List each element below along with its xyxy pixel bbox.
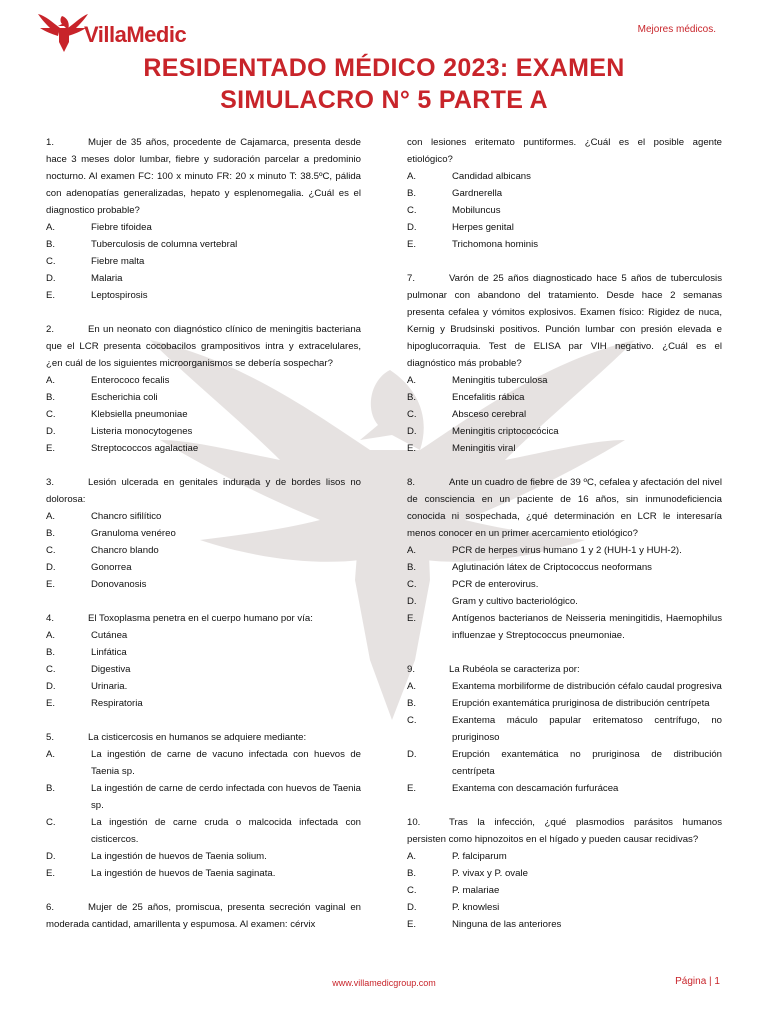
question-block xyxy=(46,474,361,593)
question-text: La cisticercosis en humanos se adquiere mediante: xyxy=(88,732,307,743)
answer-option xyxy=(46,542,361,559)
question-text: Mujer de 25 años, promiscua, presenta secreción vaginal en moderada cantidad, amarillenta y espumosa. Al examen: cérvix xyxy=(46,902,361,930)
answer-option xyxy=(407,882,722,899)
option-text: La ingestión de huevos de Taenia solium. xyxy=(91,851,267,862)
answer-option xyxy=(407,746,722,780)
tagline: Mejores médicos. xyxy=(637,24,716,35)
option-text: Meningitis tuberculosa xyxy=(452,375,548,386)
option-letter: A. xyxy=(46,749,56,760)
answer-option xyxy=(407,219,722,236)
option-letter: D. xyxy=(46,681,56,692)
option-text: Chancro blando xyxy=(91,545,159,556)
option-letter: E. xyxy=(407,239,417,250)
answer-option xyxy=(46,525,361,542)
question-block xyxy=(46,134,361,304)
question-number: 1. xyxy=(46,137,55,148)
answer-option xyxy=(46,848,361,865)
option-text: Erupción exantemática pruriginosa de distribución centrípeta xyxy=(452,698,710,709)
question-number: 2. xyxy=(46,324,55,335)
question-number: 3. xyxy=(46,477,55,488)
question-block xyxy=(46,899,361,933)
option-letter: B. xyxy=(46,392,56,403)
option-text: Klebsiella pneumoniae xyxy=(91,409,188,420)
option-text: La ingestión de huevos de Taenia saginata. xyxy=(91,868,276,879)
answer-option xyxy=(46,253,361,270)
answer-option xyxy=(407,695,722,712)
option-text: La ingestión de carne de cerdo infectada con huevos de Taenia sp. xyxy=(91,783,361,811)
option-letter: B. xyxy=(407,562,417,573)
answer-option xyxy=(407,236,722,253)
answer-option xyxy=(46,559,361,576)
option-letter: E. xyxy=(46,290,56,301)
option-text: Enterococo fecalis xyxy=(91,375,170,386)
option-letter: B. xyxy=(46,528,56,539)
option-text: Mobiluncus xyxy=(452,205,501,216)
answer-option xyxy=(407,372,722,389)
question-stem xyxy=(46,610,361,627)
right-column xyxy=(407,134,722,950)
answer-option xyxy=(407,440,722,457)
option-letter: D. xyxy=(46,851,56,862)
option-letter: D. xyxy=(407,749,417,760)
question-text: La Rubéola se caracteriza por: xyxy=(449,664,580,675)
option-letter: D. xyxy=(407,596,417,607)
option-letter: E. xyxy=(407,783,417,794)
option-text: P. malariae xyxy=(452,885,500,896)
question-block xyxy=(46,321,361,457)
option-text: Cutánea xyxy=(91,630,128,641)
option-letter: E. xyxy=(46,868,56,879)
answer-option xyxy=(46,423,361,440)
question-stem xyxy=(407,814,722,848)
option-text: Gonorrea xyxy=(91,562,132,573)
option-text: Exantema máculo papular eritematoso centrífugo, no pruriginoso xyxy=(452,715,722,743)
option-text: La ingestión de carne cruda o malcocida infectada con cisticercos. xyxy=(91,817,361,845)
option-text: Tuberculosis de columna vertebral xyxy=(91,239,238,250)
option-text: Exantema morbiliforme de distribución céfalo caudal progresiva xyxy=(452,681,722,692)
option-text: Streptococcos agalactiae xyxy=(91,443,199,454)
option-letter: A. xyxy=(407,545,417,556)
answer-option xyxy=(46,219,361,236)
option-text: PCR de enterovirus. xyxy=(452,579,539,590)
question-block xyxy=(46,610,361,712)
answer-option xyxy=(407,576,722,593)
option-text: Ninguna de las anteriores xyxy=(452,919,562,930)
question-stem xyxy=(46,474,361,508)
answer-option xyxy=(46,440,361,457)
option-text: Gram y cultivo bacteriológico. xyxy=(452,596,578,607)
answer-option xyxy=(46,508,361,525)
option-text: La ingestión de carne de vacuno infectada con huevos de Taenia sp. xyxy=(91,749,361,777)
answer-option xyxy=(46,695,361,712)
question-text: con lesiones eritemato puntiformes. ¿Cuál es el posible agente etiológico? xyxy=(407,137,722,165)
option-letter: D. xyxy=(46,273,56,284)
answer-option xyxy=(46,406,361,423)
option-letter: A. xyxy=(46,630,56,641)
title-line-1: RESIDENTADO MÉDICO 2023: EXAMEN xyxy=(143,54,625,82)
question-text: Varón de 25 años diagnosticado hace 5 años de tuberculosis pulmonar con abandono del tratamiento. Desde hace 2 semanas presenta cefalea y vómitos explosivos. Examen físico: Rigidez de nuca, Kernig y Brudsinski positivos. Punción lumbar con presión elevada e hipoglucorraquia. Test de ELISA par VIH negativo. ¿Cuál es el diagnóstico más probable? xyxy=(407,273,722,369)
option-letter: C. xyxy=(407,885,417,896)
option-text: Meningitis viral xyxy=(452,443,516,454)
option-text: Absceso cerebral xyxy=(452,409,527,420)
answer-option xyxy=(407,559,722,576)
question-number: 10. xyxy=(407,817,421,828)
answer-option xyxy=(407,848,722,865)
option-letter: C. xyxy=(46,664,56,675)
question-text: El Toxoplasma penetra en el cuerpo humano por vía: xyxy=(88,613,313,624)
question-block xyxy=(407,134,722,253)
option-letter: B. xyxy=(46,239,56,250)
option-letter: C. xyxy=(46,409,56,420)
option-letter: B. xyxy=(407,868,417,879)
option-text: Erupción exantemática no pruriginosa de distribución centrípeta xyxy=(452,749,722,777)
option-letter: C. xyxy=(46,817,56,828)
question-stem xyxy=(46,899,361,933)
option-text: Chancro sifilítico xyxy=(91,511,162,522)
answer-option xyxy=(46,661,361,678)
question-stem xyxy=(46,729,361,746)
answer-option xyxy=(46,746,361,780)
answer-option xyxy=(46,576,361,593)
answer-option xyxy=(46,814,361,848)
question-stem xyxy=(407,474,722,542)
answer-option xyxy=(46,865,361,882)
option-text: Leptospirosis xyxy=(91,290,148,301)
question-block xyxy=(407,270,722,457)
answer-option xyxy=(46,236,361,253)
question-number: 7. xyxy=(407,273,416,284)
question-stem xyxy=(407,134,722,168)
option-letter: B. xyxy=(407,698,417,709)
answer-option xyxy=(46,372,361,389)
question-text: Mujer de 35 años, procedente de Cajamarca, presenta desde hace 3 meses dolor lumbar, fiebre y sudoración parcelar a predominio nocturno. Al examen FC: 100 x minuto FR: 20 x minuto T: 38.5ºC, pálida con adenopatías generalizadas, hepato y esplenomegalia. ¿Cuál es el diagnostico probable? xyxy=(46,137,361,216)
option-letter: D. xyxy=(407,902,417,913)
answer-option xyxy=(46,270,361,287)
question-block xyxy=(407,814,722,933)
question-number: 6. xyxy=(46,902,55,913)
option-text: Linfática xyxy=(91,647,127,658)
question-text: Tras la infección, ¿qué plasmodios parásitos humanos persisten como hipnozoitos en el hígado y pueden causar recidivas? xyxy=(407,817,722,845)
answer-option xyxy=(407,389,722,406)
option-text: Malaria xyxy=(91,273,123,284)
option-letter: A. xyxy=(407,171,417,182)
option-letter: D. xyxy=(407,222,417,233)
option-text: Escherichia coli xyxy=(91,392,158,403)
option-text: Listeria monocytogenes xyxy=(91,426,193,437)
option-text: Fiebre tifoidea xyxy=(91,222,152,233)
answer-option xyxy=(407,899,722,916)
answer-option xyxy=(46,644,361,661)
answer-option xyxy=(407,678,722,695)
option-letter: E. xyxy=(46,579,56,590)
title-line-2: SIMULACRO N° 5 PARTE A xyxy=(220,86,548,114)
option-text: Urinaria. xyxy=(91,681,128,692)
answer-option xyxy=(46,627,361,644)
question-block xyxy=(46,729,361,882)
answer-option xyxy=(407,168,722,185)
option-text: PCR de herpes virus humano 1 y 2 (HUH-1 y HUH-2). xyxy=(452,545,682,556)
question-stem xyxy=(407,270,722,372)
option-text: Herpes genital xyxy=(452,222,514,233)
option-text: Aglutinación látex de Criptococcus neoformans xyxy=(452,562,652,573)
page-number: Página | 1 xyxy=(675,976,720,987)
question-number: 5. xyxy=(46,732,55,743)
answer-option xyxy=(407,202,722,219)
option-letter: E. xyxy=(407,919,417,930)
question-number: 9. xyxy=(407,664,416,675)
option-letter: A. xyxy=(407,851,417,862)
option-letter: A. xyxy=(407,375,417,386)
option-text: Antígenos bacterianos de Neisseria meningitidis, Haemophilus influenzae y Streptococcus pneumoniae. xyxy=(452,613,722,641)
option-letter: C. xyxy=(407,579,417,590)
option-letter: E. xyxy=(46,698,56,709)
option-letter: C. xyxy=(407,409,417,420)
answer-option xyxy=(46,780,361,814)
option-letter: A. xyxy=(407,681,417,692)
option-text: Candidad albicans xyxy=(452,171,531,182)
option-letter: D. xyxy=(407,426,417,437)
option-letter: A. xyxy=(46,375,56,386)
page-title xyxy=(40,52,728,116)
option-letter: B. xyxy=(407,392,417,403)
option-text: P. falciparum xyxy=(452,851,507,862)
option-text: P. vivax y P. ovale xyxy=(452,868,528,879)
option-text: Trichomona hominis xyxy=(452,239,539,250)
header xyxy=(0,0,768,60)
question-stem xyxy=(46,321,361,372)
option-letter: D. xyxy=(46,426,56,437)
answer-option xyxy=(407,185,722,202)
option-letter: E. xyxy=(46,443,56,454)
option-text: Donovanosis xyxy=(91,579,147,590)
option-text: Fiebre malta xyxy=(91,256,145,267)
option-text: Exantema con descamación furfurácea xyxy=(452,783,619,794)
question-stem xyxy=(407,661,722,678)
option-text: Digestiva xyxy=(91,664,131,675)
answer-option xyxy=(407,542,722,559)
option-text: Encefalitis rábica xyxy=(452,392,525,403)
option-letter: A. xyxy=(46,222,56,233)
answer-option xyxy=(46,678,361,695)
question-block xyxy=(407,474,722,644)
option-letter: C. xyxy=(46,545,56,556)
option-text: Meningitis criptococócica xyxy=(452,426,559,437)
answer-option xyxy=(407,423,722,440)
answer-option xyxy=(407,865,722,882)
answer-option xyxy=(407,610,722,644)
brand-logo-text: VillaMedic xyxy=(84,22,187,47)
option-letter: B. xyxy=(46,647,56,658)
option-text: Respiratoria xyxy=(91,698,143,709)
option-text: P. knowlesi xyxy=(452,902,500,913)
answer-option xyxy=(407,780,722,797)
option-text: Gardnerella xyxy=(452,188,503,199)
question-number: 4. xyxy=(46,613,55,624)
footer-website-link[interactable]: www.villamedicgroup.com xyxy=(332,978,436,988)
option-letter: B. xyxy=(407,188,417,199)
answer-option xyxy=(407,406,722,423)
answer-option xyxy=(46,287,361,304)
answer-option xyxy=(407,916,722,933)
option-letter: C. xyxy=(407,715,417,726)
left-column xyxy=(46,134,361,950)
option-letter: B. xyxy=(46,783,56,794)
option-letter: D. xyxy=(46,562,56,573)
option-letter: C. xyxy=(407,205,417,216)
option-text: Granuloma venéreo xyxy=(91,528,176,539)
answer-option xyxy=(407,712,722,746)
answer-option xyxy=(46,389,361,406)
option-letter: C. xyxy=(46,256,56,267)
question-stem xyxy=(46,134,361,219)
option-letter: A. xyxy=(46,511,56,522)
question-text: En un neonato con diagnóstico clínico de meningitis bacteriana que el LCR presenta cocobacilos grampositivos intra y extracelulares, ¿en cuál de los siguientes microorganismos se debería sospechar? xyxy=(46,324,361,369)
answer-option xyxy=(407,593,722,610)
question-block xyxy=(407,661,722,797)
question-text: Lesión ulcerada en genitales indurada y de bordes lisos no dolorosa: xyxy=(46,477,361,505)
option-letter: E. xyxy=(407,613,417,624)
question-text: Ante un cuadro de fiebre de 39 ºC, cefalea y afectación del nivel de consciencia en un paciente de 16 años, sin inmunodeficiencia conocida ni sospechada, ¿qué determinación en LCR le interesaría menos conocer en un primer acercamiento etiológico? xyxy=(407,477,722,539)
option-letter: E. xyxy=(407,443,417,454)
question-number: 8. xyxy=(407,477,416,488)
